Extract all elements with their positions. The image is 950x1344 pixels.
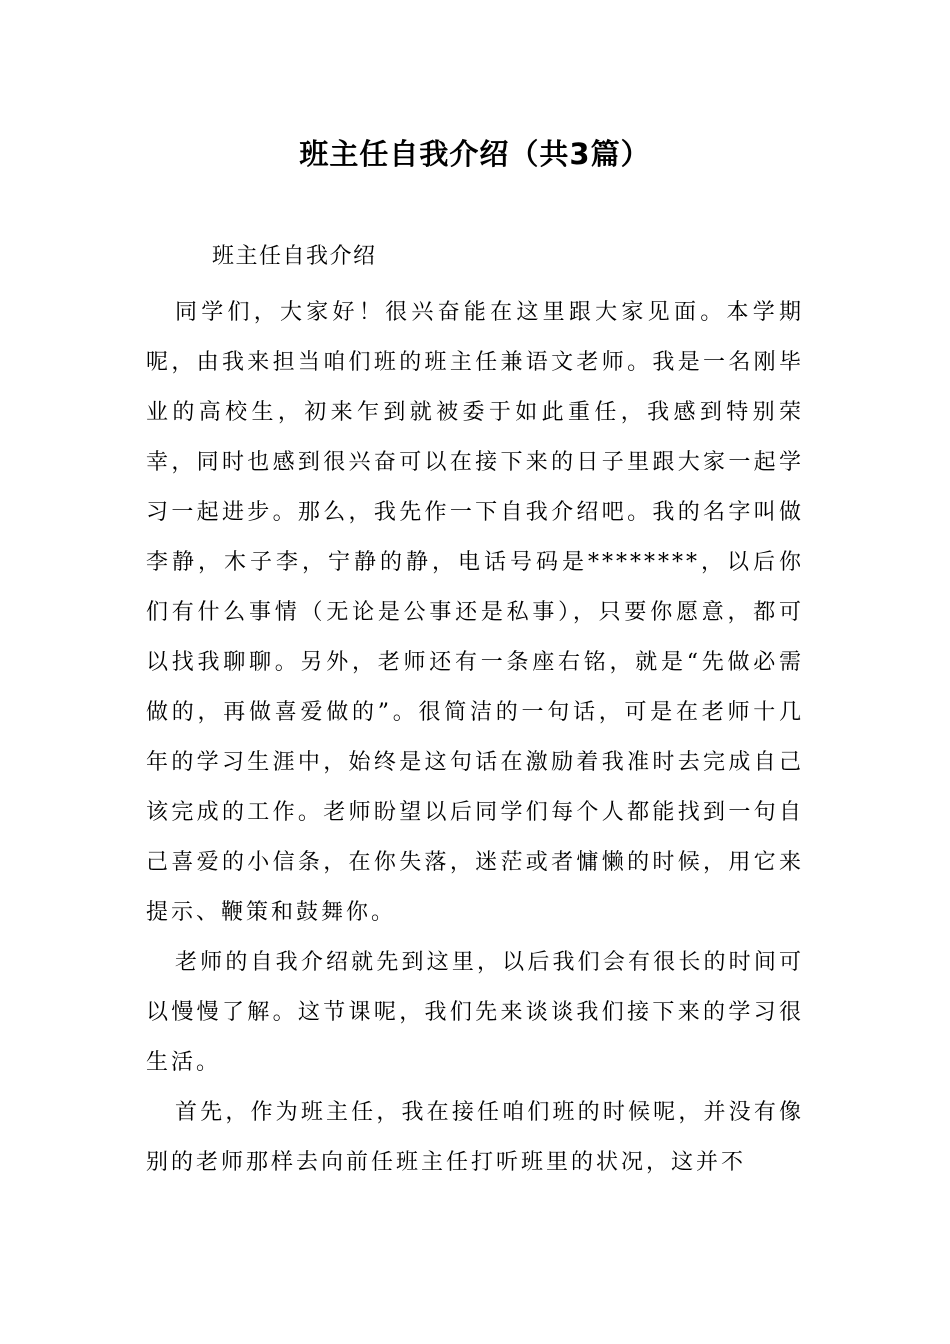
document-title: 班主任自我介绍（共3篇） — [299, 137, 651, 171]
body-text — [146, 288, 804, 1188]
section-heading: 班主任自我介绍 — [212, 244, 377, 269]
paragraph: 老师的自我介绍就先到这里，以后我们会有很长的时间可以慢慢了解。这节课呢，我们先来谈谈我们接下来的学习很生活。 — [146, 950, 804, 1075]
paragraph: 首先，作为班主任，我在接任咱们班的时候呢，并没有像别的老师那样去向前任班主任打听班里的状况，这并不 — [146, 1100, 804, 1175]
paragraph: 同学们，大家好！很兴奋能在这里跟大家见面。本学期呢，由我来担当咱们班的班主任兼语文老师。我是一名刚毕业的高校生，初来乍到就被委于如此重任，我感到特别荣幸，同时也感到很兴奋可以在接下来的日子里跟大家一起学习一起进步。那么，我先作一下自我介绍吧。我的名字叫做李静，木子李，宁静的静，电话号码是********，以后你们有什么事情（无论是公事还是私事），只要你愿意，都可以找我聊聊。另外，老师还有一条座右铭，就是“先做必需做的，再做喜爱做的”。很简洁的一句话，可是在老师十几年的学习生涯中，始终是这句话在激励着我准时去完成自己该完成的工作。老师盼望以后同学们每个人都能找到一句自己喜爱的小信条，在你失落，迷茫或者慵懒的时候，用它来提示、鞭策和鼓舞你。 — [146, 300, 804, 925]
